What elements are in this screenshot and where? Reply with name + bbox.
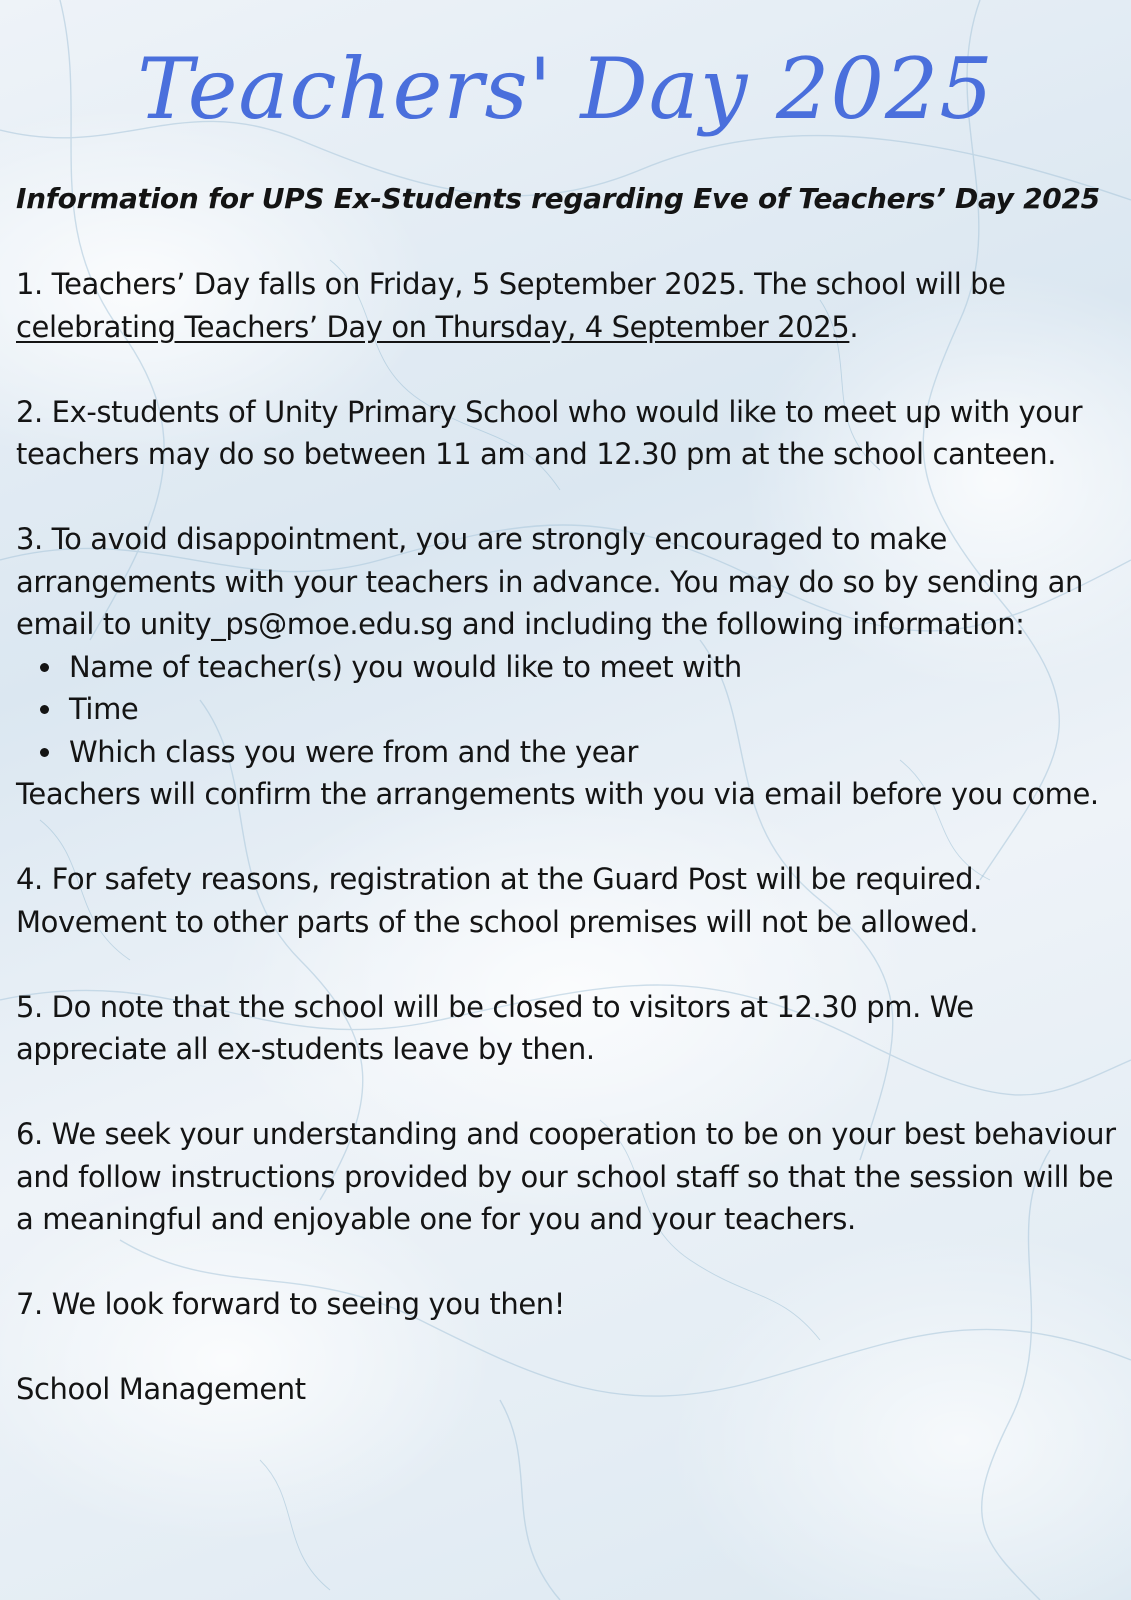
point-4: 4. For safety reasons, registration at the Guard Post will be required. Movement to other parts of the school premises will not be allowed. — [16, 862, 982, 939]
bullet-item: Time — [69, 688, 1116, 731]
bullet-item: Which class you were from and the year — [69, 731, 1116, 774]
bullet-item: Name of teacher(s) you would like to meet with — [69, 646, 1116, 689]
point-6: 6. We seek your understanding and cooperation to be on your best behaviour and follow instructions provided by our school staff so that the session will be a meaningful and enjoyable one for you and your teachers. — [16, 1117, 1116, 1236]
point-1 — [16, 263, 1116, 348]
notice-content — [16, 178, 1116, 1411]
point-3: 3. To avoid disappointment, you are strongly encouraged to make arrangements with your teachers in advance. You may do so by sending an email to unity_ps@moe.edu.sg and including the following information: — [16, 522, 1084, 641]
point-1-end: . — [849, 309, 859, 344]
point-3-bullet-list — [16, 646, 1116, 774]
signoff: School Management — [16, 1372, 306, 1406]
point-5: 5. Do note that the school will be closed to visitors at 12.30 pm. We appreciate all ex-students leave by then. — [16, 989, 974, 1066]
notice-subtitle: Information for UPS Ex-Students regarding Eve of Teachers’ Day 2025 — [16, 182, 1100, 215]
point-1-underlined: celebrating Teachers’ Day on Thursday, 4 September 2025 — [16, 309, 850, 344]
page-title: Teachers' Day 2025 — [137, 40, 994, 138]
point-3-after: Teachers will confirm the arrangements with you via email before you come. — [16, 777, 1099, 811]
point-1-lead: 1. Teachers’ Day falls on Friday, 5 September 2025. The school will be — [16, 267, 1006, 301]
point-7: 7. We look forward to seeing you then! — [16, 1287, 565, 1321]
point-2: 2. Ex-students of Unity Primary School who would like to meet up with your teachers may do so between 11 am and 12.30 pm at the school canteen. — [16, 394, 1083, 471]
